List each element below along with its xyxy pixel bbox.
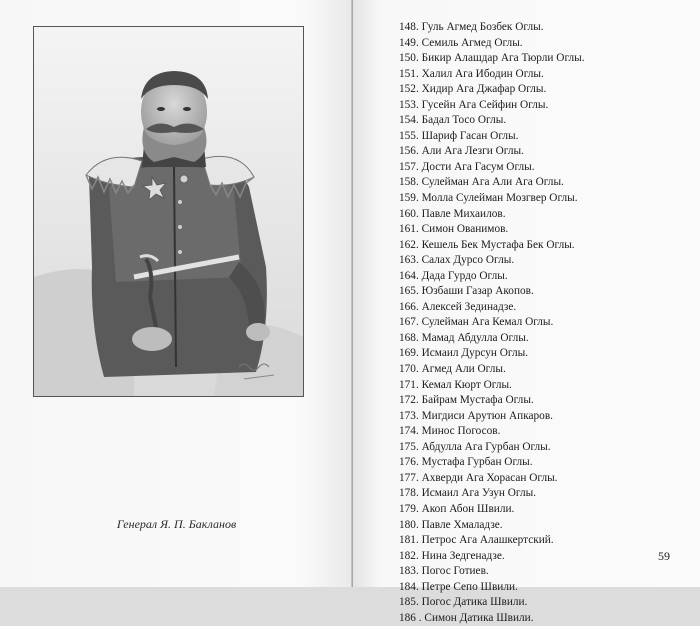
entry-name: Сулейман Ага Кемал Оглы.	[421, 316, 554, 329]
entry-name: Акоп Абон Швили.	[421, 502, 515, 515]
entry-number: 151.	[399, 67, 419, 80]
entry-name: Халил Ага Ибодин Оглы.	[421, 67, 544, 80]
entry-number: 183.	[399, 565, 419, 578]
entry-name: Симон Ованимов.	[421, 223, 509, 236]
entry-name: Павле Михаилов.	[421, 207, 506, 220]
entry-number: 155.	[399, 129, 419, 142]
list-item	[399, 20, 585, 36]
entry-name: Бадал Тосо Оглы.	[421, 114, 507, 127]
entry-name: Юзбаши Газар Акопов.	[421, 285, 534, 298]
entry-name: Погос Датика Швили.	[421, 596, 528, 609]
list-item	[399, 533, 585, 549]
entry-number: 178.	[399, 487, 419, 500]
entry-number: 179.	[399, 502, 419, 515]
list-item	[399, 424, 585, 440]
entry-name: Мамад Абдулла Оглы.	[421, 331, 529, 344]
entry-number: 161.	[399, 223, 419, 236]
entry-number: 176.	[399, 456, 419, 469]
list-item	[399, 393, 585, 409]
list-item	[399, 518, 585, 534]
entry-number: 158.	[399, 176, 419, 189]
list-item	[399, 175, 585, 191]
entry-name: Абдулла Ага Гурбан Оглы.	[421, 440, 551, 453]
list-item	[399, 315, 585, 331]
entry-number: 153.	[399, 98, 419, 111]
entry-name: Минос Погосов.	[421, 425, 501, 438]
entry-number: 148.	[399, 21, 419, 33]
entry-number: 174.	[399, 425, 419, 438]
list-item	[399, 129, 585, 145]
entry-number: 184.	[399, 580, 419, 593]
list-item	[399, 331, 585, 347]
list-item	[399, 160, 585, 176]
entry-number: 173.	[399, 409, 419, 422]
entry-number: 149.	[399, 36, 419, 49]
list-item	[399, 98, 585, 114]
list-item	[399, 67, 585, 83]
entry-number: 165.	[399, 285, 419, 298]
list-item	[399, 564, 585, 580]
entry-name: Алексей Зединадзе.	[421, 300, 517, 313]
entry-number: 150.	[399, 52, 419, 65]
list-item	[399, 486, 585, 502]
list-item	[399, 378, 585, 394]
entry-number: 175.	[399, 440, 419, 453]
name-list	[399, 20, 585, 626]
entry-number: 164.	[399, 269, 419, 282]
entry-name: Исмаил Ага Узун Оглы.	[421, 487, 537, 500]
list-item	[399, 222, 585, 238]
entry-number: 182.	[399, 549, 419, 562]
portrait-illustration	[33, 26, 304, 397]
list-item	[399, 51, 585, 67]
entry-name: Дада Гурдо Оглы.	[421, 269, 508, 282]
entry-number: 180.	[399, 518, 419, 531]
entry-number: 152.	[399, 83, 419, 96]
entry-name: Ахверди Ага Хорасан Оглы.	[421, 471, 558, 484]
list-item	[399, 455, 585, 471]
list-item	[399, 113, 585, 129]
entry-name: Гусейн Ага Сейфин Оглы.	[421, 98, 549, 111]
entry-name: Бикир Алашдар Ага Тюрли Оглы.	[421, 52, 585, 65]
page-number: 59	[658, 549, 670, 563]
list-item	[399, 549, 585, 565]
entry-number: 177.	[399, 471, 419, 484]
entry-number: 159.	[399, 192, 419, 205]
entry-number: 185.	[399, 596, 419, 609]
entry-name: Гуль Агмед Бозбек Оглы.	[421, 21, 544, 33]
entry-name: Сулейман Ага Али Ага Оглы.	[421, 176, 564, 189]
entry-name: Дости Ага Гасум Оглы.	[421, 160, 535, 173]
entry-name: Исмаил Дурсун Оглы.	[421, 347, 529, 360]
entry-number: 171.	[399, 378, 419, 391]
list-item	[399, 300, 585, 316]
list-item	[399, 611, 585, 626]
left-page	[0, 0, 353, 587]
entry-name: Мустафа Гурбан Оглы.	[421, 456, 533, 469]
entry-name: Петре Сепо Швили.	[421, 580, 518, 593]
entry-number: 162.	[399, 238, 419, 251]
list-item	[399, 595, 585, 611]
list-item	[399, 207, 585, 223]
list-item	[399, 440, 585, 456]
entry-number: 172.	[399, 394, 419, 407]
entry-name: Молла Сулейман Мозгвер Оглы.	[421, 192, 578, 205]
general-portrait-drawing	[34, 27, 303, 396]
list-item	[399, 191, 585, 207]
entry-number: 160.	[399, 207, 419, 220]
portrait-caption: Генерал Я. П. Бакланов	[116, 517, 237, 531]
entry-number: 154.	[399, 114, 419, 127]
entry-name: Агмед Али Оглы.	[421, 363, 506, 376]
list-item	[399, 409, 585, 425]
list-item	[399, 36, 585, 52]
entry-number: 166.	[399, 300, 419, 313]
entry-name: . Симон Датика Швили.	[418, 611, 534, 624]
list-item	[399, 346, 585, 362]
entry-name: Нина Зедгенадзе.	[421, 549, 505, 562]
entry-number: 181.	[399, 534, 419, 547]
entry-number: 186	[399, 611, 416, 624]
entry-name: Кемал Кюрт Оглы.	[421, 378, 512, 391]
entry-name: Мигдиси Арутюн Апкаров.	[421, 409, 553, 422]
entry-name: Кешель Бек Мустафа Бек Оглы.	[421, 238, 575, 251]
list-item	[399, 269, 585, 285]
list-item	[399, 284, 585, 300]
entry-name: Али Ага Лезги Оглы.	[421, 145, 524, 158]
entry-name: Петрос Ага Алашкертский.	[421, 534, 554, 547]
entry-name: Семиль Агмед Оглы.	[421, 36, 523, 49]
entry-name: Павле Хмаладзе.	[421, 518, 503, 531]
entry-name: Салах Дурсо Оглы.	[421, 254, 515, 267]
list-item	[399, 253, 585, 269]
entry-name: Погос Готиев.	[421, 565, 489, 578]
entry-name: Хидир Ага Джафар Оглы.	[421, 83, 547, 96]
list-item	[399, 362, 585, 378]
list-item	[399, 580, 585, 596]
entry-number: 163.	[399, 254, 419, 267]
entry-number: 168.	[399, 331, 419, 344]
entry-number: 170.	[399, 363, 419, 376]
list-item	[399, 82, 585, 98]
list-item	[399, 471, 585, 487]
entry-number: 167.	[399, 316, 419, 329]
entry-name: Шариф Гасан Оглы.	[421, 129, 519, 142]
list-item	[399, 144, 585, 160]
entry-name: Байрам Мустафа Оглы.	[421, 394, 534, 407]
entry-number: 157.	[399, 160, 419, 173]
list-item	[399, 238, 585, 254]
entry-number: 156.	[399, 145, 419, 158]
entry-number: 169.	[399, 347, 419, 360]
list-item	[399, 502, 585, 518]
